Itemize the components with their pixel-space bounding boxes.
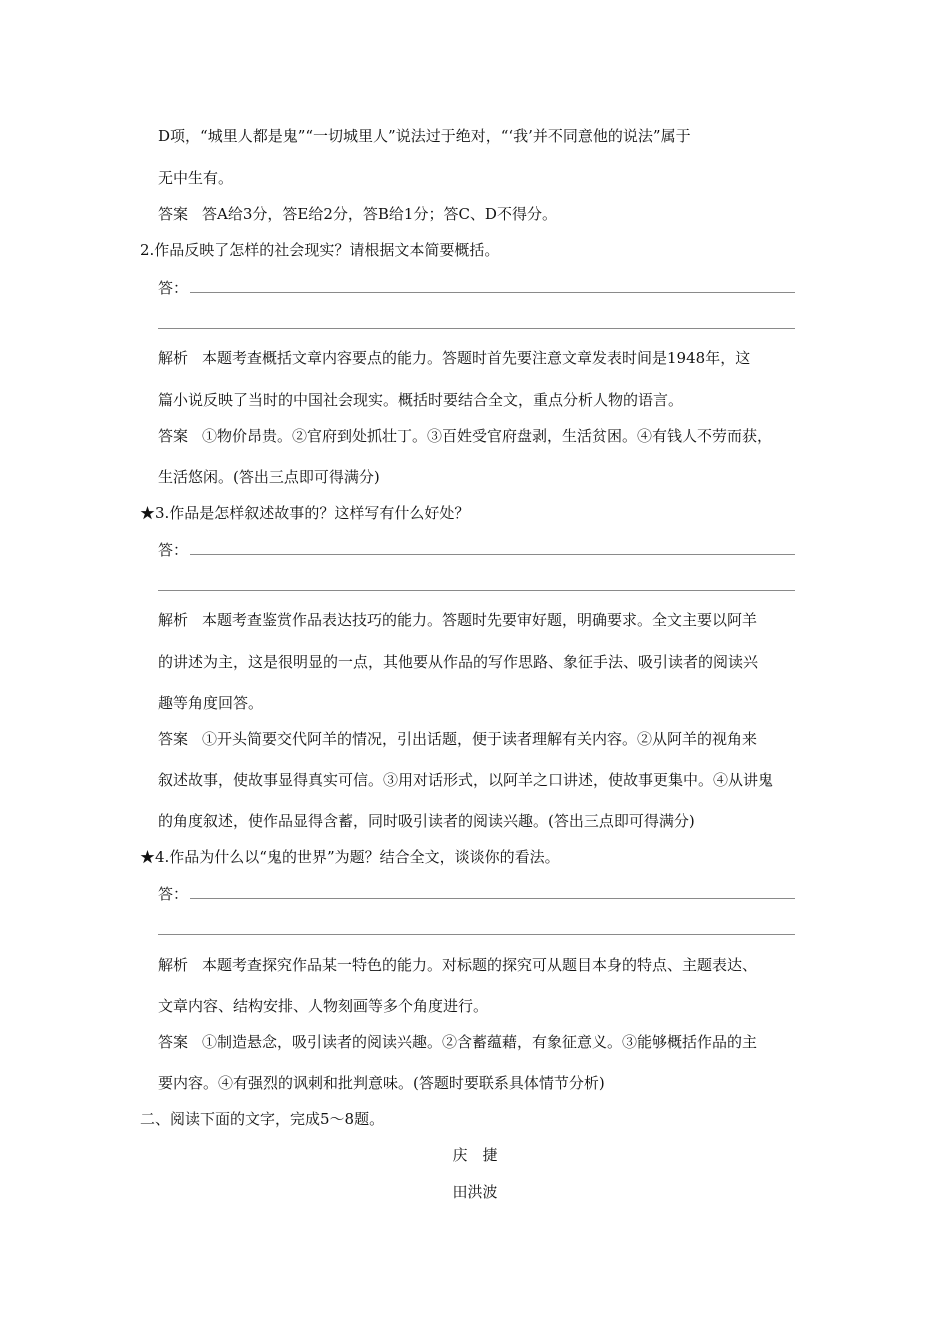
analysis-4-line1 xyxy=(158,955,757,975)
answer-2-line2: 生活悠闲。(答出三点即可得满分) xyxy=(158,468,380,486)
answer-label: 答案 xyxy=(158,730,189,748)
story-title: 庆 捷 xyxy=(452,1146,498,1164)
analysis-2-line1 xyxy=(158,348,750,368)
answer-blank-line[interactable] xyxy=(158,934,795,935)
answer-label: 答案 xyxy=(158,1033,189,1051)
analysis-3-line2: 的讲述为主，这是很明显的一点，其他要从作品的写作思路、象征手法、吸引读者的阅读兴 xyxy=(158,653,759,671)
answer-blank-line[interactable] xyxy=(158,590,795,591)
answer-3-line2: 叙述故事，使故事显得真实可信。③用对话形式，以阿羊之口讲述，使故事更集中。④从讲鬼 xyxy=(158,771,774,789)
answer-label: 答案 xyxy=(158,205,189,223)
question-3: ★3.作品是怎样叙述故事的？这样写有什么好处？ xyxy=(140,504,470,522)
analysis-label: 解析 xyxy=(158,956,189,974)
story-author: 田洪波 xyxy=(452,1183,498,1201)
answer-3-line1 xyxy=(158,729,757,749)
analysis-label: 解析 xyxy=(158,349,189,367)
answer-label: 答案 xyxy=(158,427,189,445)
answer-prompt: 答： xyxy=(158,541,189,559)
question-2: 2.作品反映了怎样的社会现实？请根据文本简要概括。 xyxy=(140,241,500,259)
answer-blank-line[interactable] xyxy=(190,554,795,555)
answer-4-line2: 要内容。④有强烈的讽刺和批判意味。(答题时要联系具体情节分析) xyxy=(158,1074,605,1092)
answer-blank-line[interactable] xyxy=(190,292,795,293)
analysis-text: 本题考查鉴赏作品表达技巧的能力。答题时先要审好题，明确要求。全文主要以阿羊 xyxy=(202,611,758,629)
analysis-text: 本题考查概括文章内容要点的能力。答题时首先要注意文章发表时间是1948年，这 xyxy=(202,349,751,367)
answer-text: ①物价昂贵。②官府到处抓壮丁。③百姓受官府盘剥，生活贫困。④有钱人不劳而获， xyxy=(202,427,773,445)
answer-blank-line[interactable] xyxy=(158,328,795,329)
answer1 xyxy=(158,204,557,224)
answer-text: ①开头简要交代阿羊的情况，引出话题，便于读者理解有关内容。②从阿羊的视角来 xyxy=(202,730,758,748)
question-4: ★4.作品为什么以“鬼的世界”为题？结合全文，谈谈你的看法。 xyxy=(140,848,560,866)
section-heading: 二、阅读下面的文字，完成5～8题。 xyxy=(140,1110,385,1128)
answer-blank-line[interactable] xyxy=(190,898,795,899)
analysis-3-line3: 趣等角度回答。 xyxy=(158,694,264,712)
analysis-text: 本题考查探究作品某一特色的能力。对标题的探究可从题目本身的特点、主题表达、 xyxy=(202,956,758,974)
para-d-line2: 无中生有。 xyxy=(158,169,234,187)
answer-text: ①制造悬念，吸引读者的阅读兴趣。②含蓄蕴藉，有象征意义。③能够概括作品的主 xyxy=(202,1033,758,1051)
answer-prompt: 答： xyxy=(158,279,189,297)
analysis-3-line1 xyxy=(158,610,757,630)
analysis-label: 解析 xyxy=(158,611,189,629)
answer-text: 答A给3分，答E给2分，答B给1分；答C、D不得分。 xyxy=(202,205,557,223)
answer-4-line1 xyxy=(158,1032,757,1052)
answer-prompt: 答： xyxy=(158,885,189,903)
analysis-2-line2: 篇小说反映了当时的中国社会现实。概括时要结合全文，重点分析人物的语言。 xyxy=(158,391,684,409)
answer-2-line1 xyxy=(158,426,772,446)
answer-3-line3: 的角度叙述，使作品显得含蓄，同时吸引读者的阅读兴趣。(答出三点即可得满分) xyxy=(158,812,695,830)
analysis-4-line2: 文章内容、结构安排、人物刻画等多个角度进行。 xyxy=(158,997,489,1015)
para-d-line1: D项，“城里人都是鬼”“一切城里人”说法过于绝对，“‘我’并不同意他的说法”属于 xyxy=(158,127,691,145)
